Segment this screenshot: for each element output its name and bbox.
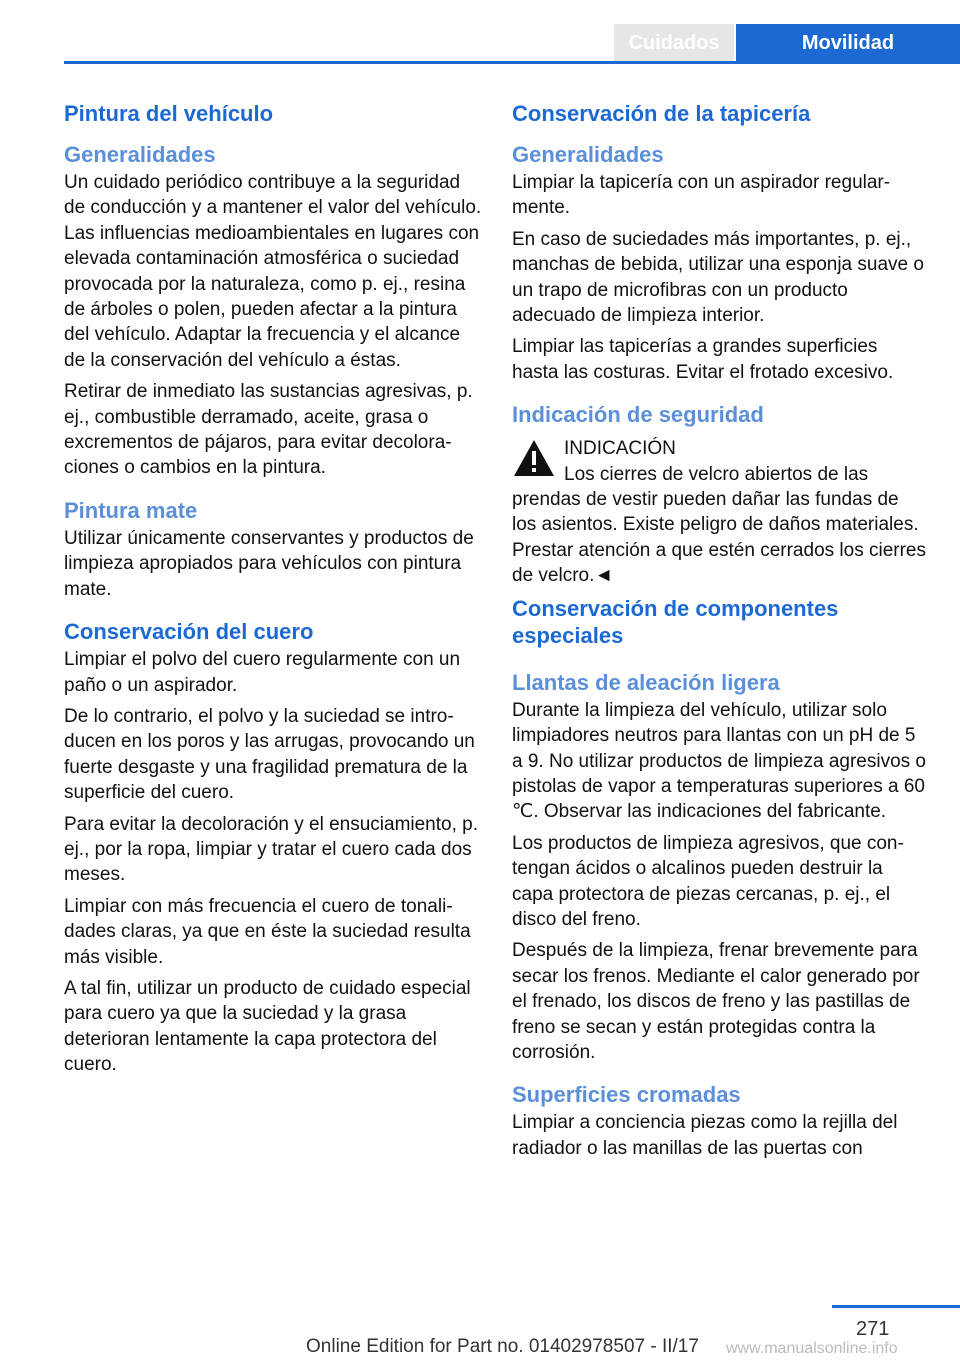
- right-column: [512, 100, 928, 1167]
- heading-conservacion-cuero: Conservación del cuero: [64, 619, 314, 645]
- paragraph: Limpiar la tapicería con un aspirador regularmente.: [512, 172, 891, 219]
- paragraph: Durante la limpieza del vehículo, utilizar solo limpiadores neutros para llantas con un pH de 5 a 9. No utilizar productos de limpieza agresivos o pistolas de vapor a temperaturas superiores a 60 ℃. Observar las indicaciones del fabricante.: [512, 699, 926, 823]
- paragraph: De lo contrario, el polvo y la suciedad se introducen en los poros y las arrugas, provocando un fuerte desgaste y una fragilidad prematura de la superficie del cuero.: [64, 705, 475, 804]
- paragraph: En caso de suciedades más importantes, p. ej., manchas de bebida, utilizar una esponja suave o un trapo de microfibras con un producto adecuado de limpieza interior.: [512, 228, 924, 327]
- heading-llantas: Llantas de aleación ligera: [512, 669, 780, 695]
- tab-movilidad[interactable]: Movilidad: [736, 24, 960, 62]
- notice-text: Los cierres de velcro abiertos de las prendas de vestir pueden dañar las fundas de los asientos. Existe peligro de daños materiales. Prestar atención a que estén cerrados los cierres de velcro.◄: [512, 463, 926, 587]
- heading-indicacion-seguridad: Indicación de seguridad: [512, 402, 764, 428]
- footer-rule: [832, 1305, 960, 1308]
- paragraph: Limpiar las tapicerías a grandes superficies hasta las costuras. Evitar el frotado excesivo.: [512, 336, 894, 383]
- notice-title: INDICACIÓN: [564, 438, 676, 460]
- paragraph: Los productos de limpieza agresivos, que contengan ácidos o alcalinos pueden destruir la capa protectora de piezas cercanas, p. ej., el disco del freno.: [512, 832, 904, 930]
- safety-notice: [512, 436, 928, 588]
- heading-pintura-vehiculo: Pintura del vehículo: [64, 101, 274, 126]
- paragraph: Limpiar con más frecuencia el cuero de tonalidades claras, ya que en éste la suciedad resulta más visible.: [64, 895, 471, 968]
- paragraph: Utilizar únicamente conservantes y productos de limpieza apropiados para vehículos con pintura mate.: [64, 527, 474, 600]
- header-rule: [64, 61, 960, 64]
- page-number: 271: [856, 1318, 890, 1340]
- heading-generalidades: Generalidades: [512, 142, 664, 167]
- page-header: [0, 0, 960, 62]
- left-column: [64, 100, 482, 1084]
- paragraph: Limpiar a conciencia piezas como la rejilla del radiador o las manillas de las puertas con: [512, 1112, 898, 1159]
- paragraph: Después de la limpieza, frenar brevemente para secar los frenos. Mediante el calor generado por el frenado, los discos de freno y las pastillas de freno se secan y están protegidas contra la corrosión.: [512, 940, 920, 1063]
- heading-pintura-mate: Pintura mate: [64, 497, 198, 523]
- paragraph: Un cuidado periódico contribuye a la seguridad de conducción y a mantener el valor del vehículo. Las influencias medioambientales en lugares con elevada contaminación atmosférica o suciedad provocada por la naturaleza, como p. ej., resina de árboles o polen, pueden afectar a la pintura del vehículo. Adaptar la frecuencia y el alcance de la conservación del vehículo a éstas.: [64, 172, 482, 371]
- edition-text: Online Edition for Part no. 01402978507 - II/17: [306, 1336, 699, 1357]
- paragraph: Limpiar el polvo del cuero regularmente con un paño o un aspirador.: [64, 649, 461, 696]
- warning-triangle-icon: [512, 438, 556, 478]
- paragraph: A tal fin, utilizar un producto de cuidado especial para cuero ya que la suciedad y la grasa deterioran lentamente la capa protectora del cuero.: [64, 977, 471, 1076]
- heading-conservacion-tapiceria: Conservación de la tapicería: [512, 101, 811, 126]
- tab-cuidados[interactable]: Cuidados: [614, 24, 734, 62]
- paragraph: Retirar de inmediato las sustancias agresivas, p. ej., combustible derramado, aceite, grasa o excrementos de pájaros, para evitar decoloraciones o cambios en la pintura.: [64, 381, 473, 479]
- heading-superficies-cromadas: Superficies cromadas: [512, 1082, 741, 1108]
- heading-componentes-especiales: Conservación de componentes especiales: [512, 595, 839, 648]
- watermark: www.manualsonline.info: [726, 1340, 898, 1357]
- heading-generalidades: Generalidades: [64, 142, 216, 167]
- paragraph: Para evitar la decoloración y el ensuciamiento, p. ej., por la ropa, limpiar y tratar el cuero cada dos meses.: [64, 813, 479, 886]
